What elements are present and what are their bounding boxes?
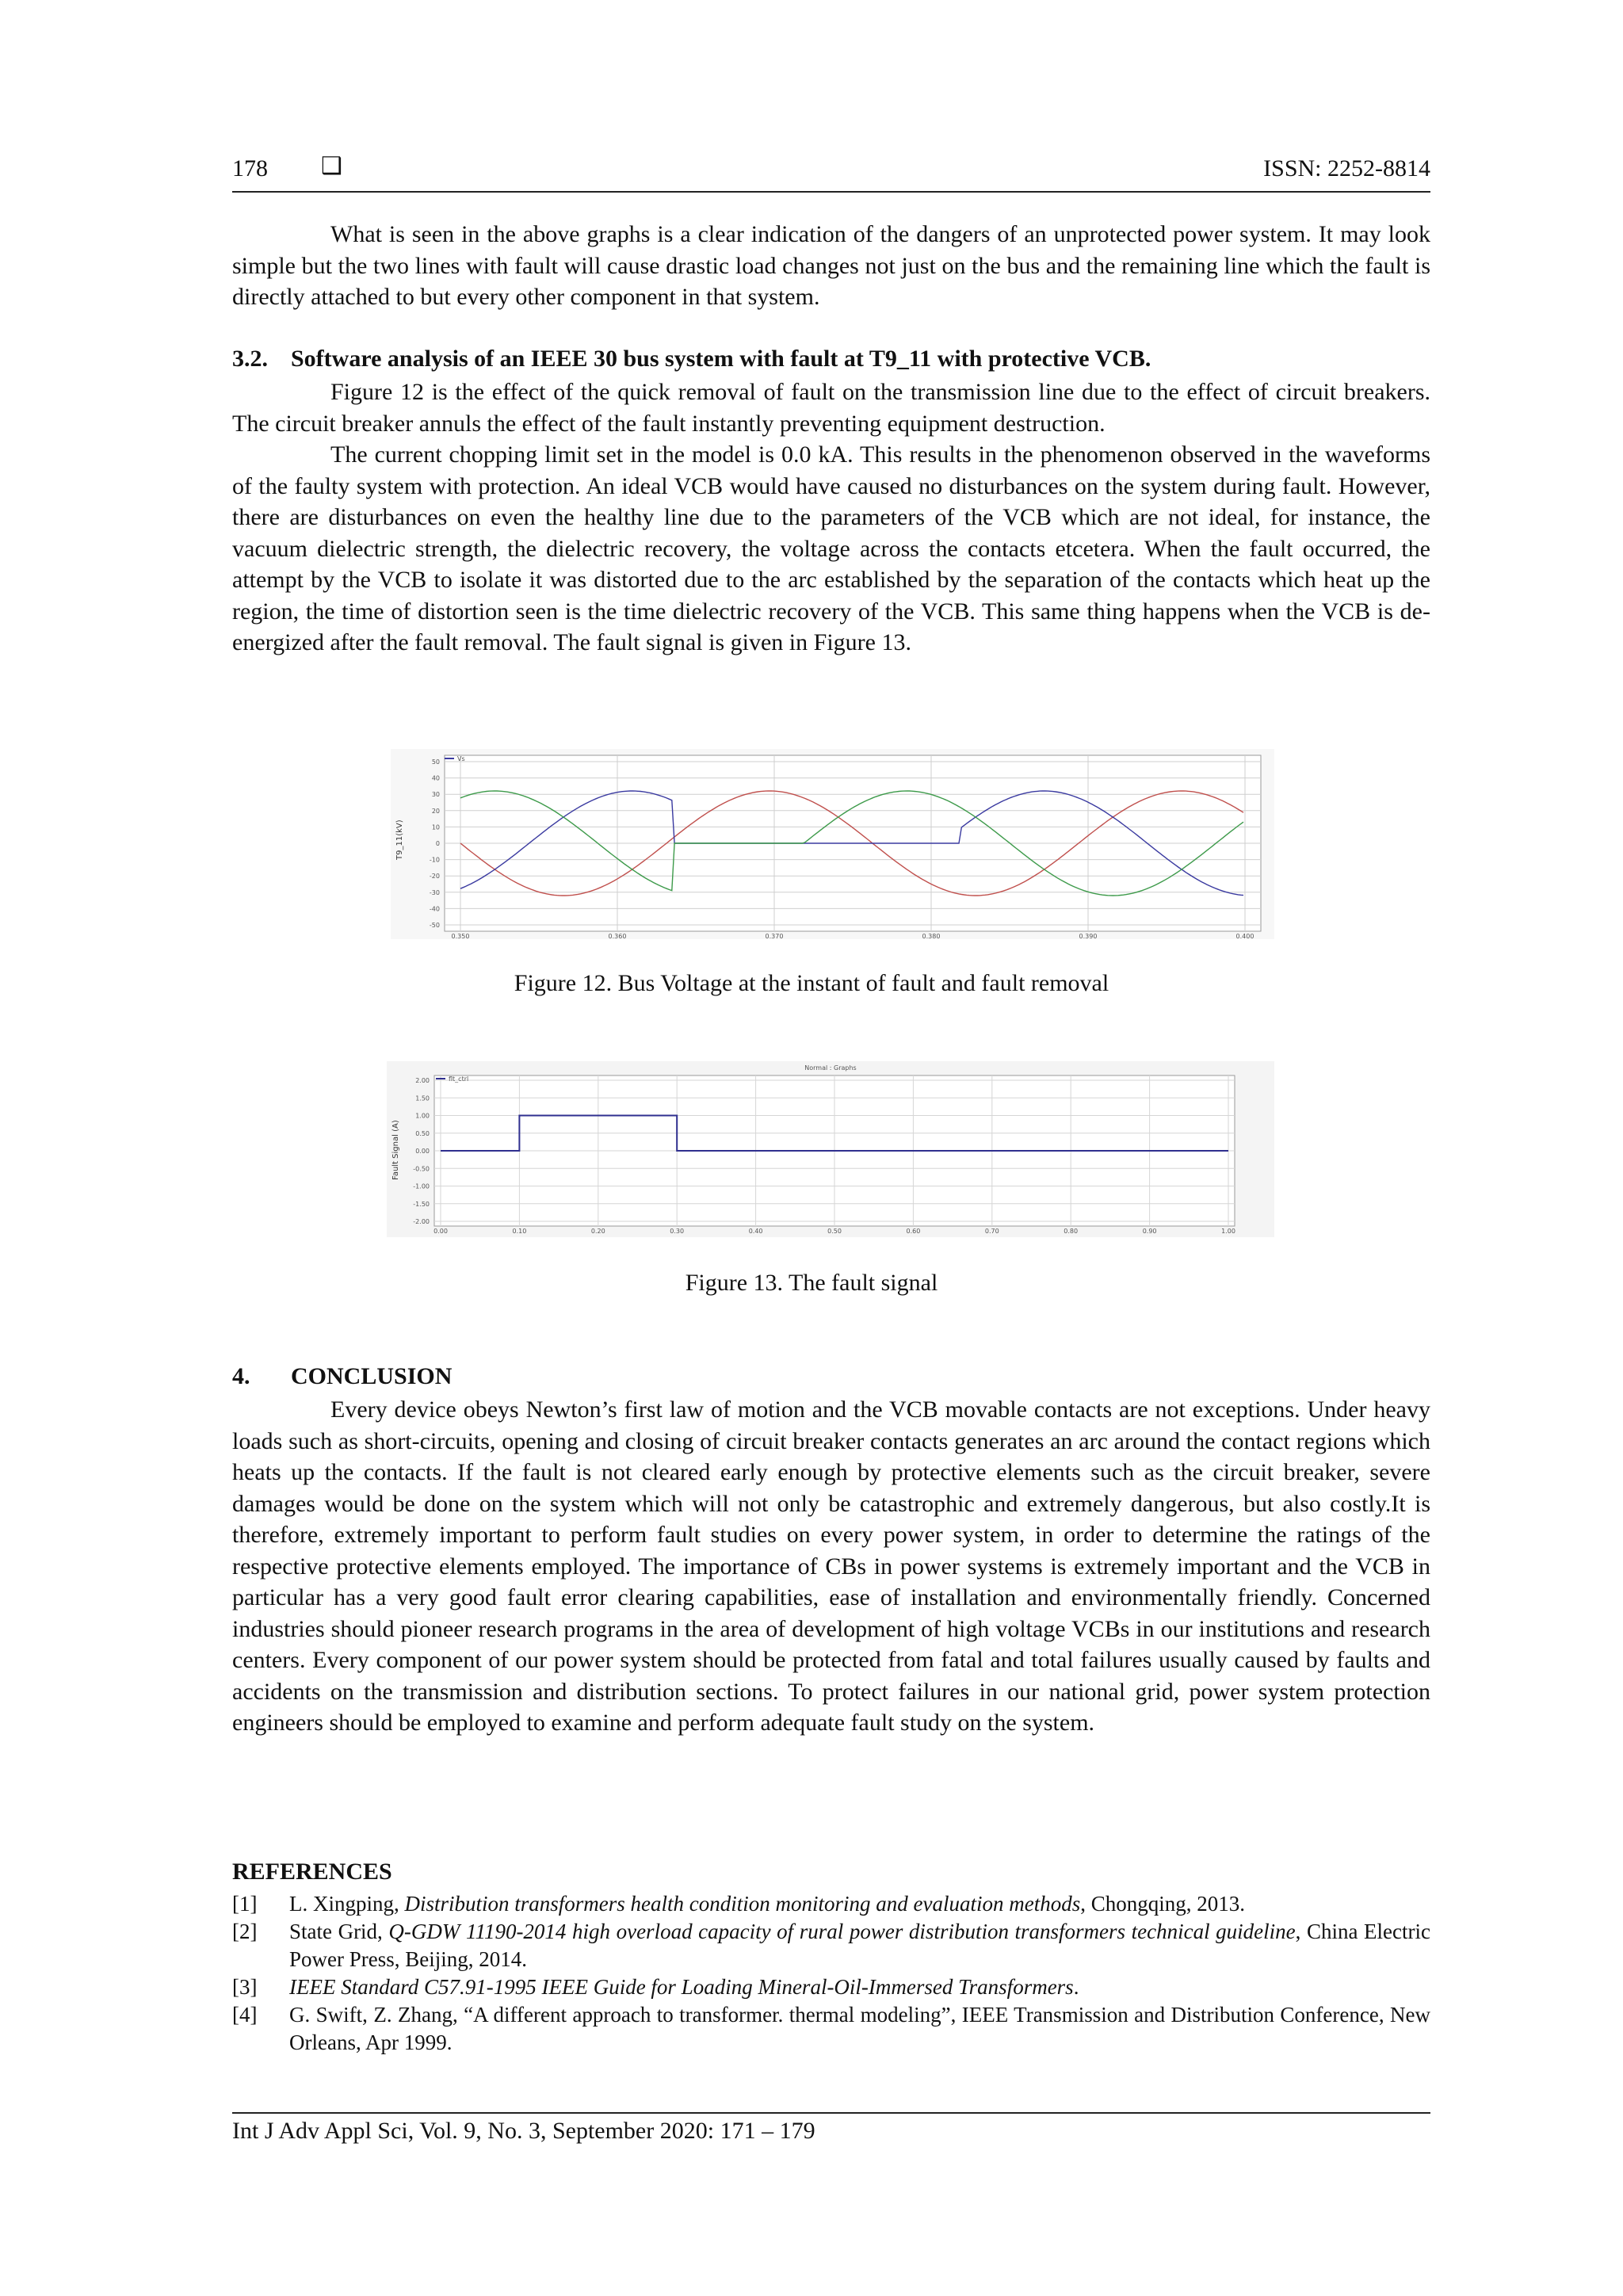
conclusion-paragraph-text: Every device obeys Newton’s first law of motion and the VCB movable contacts are not exceptions. Under heavy loads such as short-circuits, opening and closing of circuit breaker contacts generates an arc around the contact regions which heats up the contacts. If the fault is not cleared early enough by protective elements such as the circuit breaker, severe damages would be done on the system which will not only be catastrophic and extremely dangerous, but also costly.It is therefore, extremely important to perform fault studies on every power system, in order to determine the ratings of the respective protective elements employed. The importance of CBs in power systems is extremely important and the VCB in particular has a very good fault error clearing capabilities, ease of installation and environmentally friendly. Concerned industries should pioneer research programs in the area of development of high voltage VCBs in our institutions and research centers. Every component of our power system should be protected from fatal and total failures usually caused by faults and accidents on the transmission and distribution sections. To protect failures in our national grid, power system protection engineers should be employed to examine and perform adequate fault study on the system. xyxy=(232,1396,1430,1736)
conclusion-paragraph xyxy=(232,1394,1430,1739)
x-tick-label: 0.50 xyxy=(827,1228,842,1235)
footer-citation: Int J Adv Appl Sci, Vol. 9, No. 3, September 2020: 171 – 179 xyxy=(232,2118,815,2144)
y-tick-label: -2.00 xyxy=(413,1218,430,1225)
section-heading-3-2 xyxy=(232,346,1151,372)
y-tick-label: 0 xyxy=(435,840,440,847)
reference-number: [2] xyxy=(232,1920,258,1943)
reference-item xyxy=(232,1918,1430,1973)
conclusion-number: 4. xyxy=(232,1363,250,1389)
reference-title: Q-GDW 11190-2014 high overload capacity of rural power distribution transformers technical guideline xyxy=(388,1920,1296,1943)
x-tick-label: 0.00 xyxy=(433,1228,448,1235)
y-tick-label: -20 xyxy=(429,873,440,881)
conclusion-heading xyxy=(232,1363,452,1390)
paragraph-1-text: Figure 12 is the effect of the quick removal of fault on the transmission line due to the effect of circuit breakers. The circuit breaker annuls the effect of the fault instantly preventing equipment destruction. xyxy=(232,379,1430,437)
section-3-2-paragraph-1 xyxy=(232,376,1430,439)
y-tick-label: -30 xyxy=(429,888,440,896)
figure-12-caption: Figure 12. Bus Voltage at the instant of fault and fault removal xyxy=(514,970,1109,996)
figure-12-legend: Vs xyxy=(457,755,465,762)
section-3-2-paragraph-2 xyxy=(232,439,1430,659)
figure-13-y-label: Fault Signal (A) xyxy=(391,1120,400,1180)
reference-number: [3] xyxy=(232,1975,258,1999)
x-tick-label: 0.20 xyxy=(590,1228,605,1235)
y-tick-label: -10 xyxy=(429,856,440,864)
y-tick-label: 40 xyxy=(431,774,440,782)
figure-13-legend: flt_ctrl xyxy=(449,1075,469,1083)
y-tick-label: 0.00 xyxy=(415,1148,430,1155)
footer-rule xyxy=(232,2112,1430,2114)
y-tick-label: 1.50 xyxy=(415,1095,430,1102)
y-tick-label: 50 xyxy=(431,758,440,766)
reference-authors: G. Swift, Z. Zhang, “A different approach to transformer. thermal modeling”, IEEE Transmission and Distribution Conference, New Orleans, Apr 1999. xyxy=(289,2003,1430,2054)
reference-authors: L. Xingping, xyxy=(289,1892,405,1916)
x-tick-label: 0.60 xyxy=(906,1228,921,1235)
section-number: 3.2. xyxy=(232,346,268,372)
reference-text xyxy=(289,2001,1430,2057)
reference-authors: State Grid, xyxy=(289,1920,389,1943)
y-tick-label: 0.50 xyxy=(415,1129,430,1137)
reference-title: Distribution transformers health condition monitoring and evaluation methods xyxy=(404,1892,1081,1916)
figure-12 xyxy=(391,749,1274,939)
x-tick-label: 0.390 xyxy=(1079,933,1098,939)
figure-12-y-label: T9_11(kV) xyxy=(395,819,404,860)
x-tick-label: 0.90 xyxy=(1142,1228,1157,1235)
figure-13-panel-title: Normal : Graphs xyxy=(804,1064,857,1072)
figure-12-chart xyxy=(391,749,1274,939)
reference-title: IEEE Standard C57.91-1995 IEEE Guide for Loading Mineral-Oil-Immersed Transformers xyxy=(289,1975,1074,1999)
y-tick-label: -1.00 xyxy=(413,1182,430,1190)
reference-item xyxy=(232,1973,1430,2001)
y-tick-label: -50 xyxy=(429,922,440,929)
reference-item xyxy=(232,1890,1430,1918)
x-tick-label: 0.350 xyxy=(451,933,470,939)
references-list xyxy=(232,1890,1430,2057)
x-tick-label: 0.400 xyxy=(1235,933,1254,939)
x-tick-label: 1.00 xyxy=(1221,1228,1235,1235)
x-tick-label: 0.370 xyxy=(765,933,784,939)
reference-text xyxy=(289,1973,1430,2001)
reference-item xyxy=(232,2001,1430,2057)
y-tick-label: -1.50 xyxy=(413,1200,430,1208)
y-tick-label: 2.00 xyxy=(415,1077,430,1084)
section-title: Software analysis of an IEEE 30 bus system with fault at T9_11 with protective VCB. xyxy=(291,346,1151,372)
issn: ISSN: 2252-8814 xyxy=(1263,155,1430,181)
box-glyph-icon: ❑ xyxy=(321,152,342,180)
figure-13-chart xyxy=(387,1061,1274,1237)
x-tick-label: 0.10 xyxy=(512,1228,527,1235)
y-tick-label: 1.00 xyxy=(415,1112,430,1120)
x-tick-label: 0.30 xyxy=(670,1228,685,1235)
x-tick-label: 0.360 xyxy=(608,933,627,939)
reference-details: . xyxy=(1073,1975,1079,1999)
y-tick-label: 20 xyxy=(431,807,440,815)
intro-paragraph xyxy=(232,219,1430,313)
references-heading: REFERENCES xyxy=(232,1859,392,1885)
y-tick-label: -0.50 xyxy=(413,1165,430,1173)
reference-text xyxy=(289,1918,1430,1973)
y-tick-label: -40 xyxy=(429,905,440,913)
header-rule xyxy=(232,191,1430,193)
reference-details: , China Electric Power Press, Beijing, 2014. xyxy=(289,1920,1430,1971)
figure-13 xyxy=(387,1061,1274,1237)
reference-number: [1] xyxy=(232,1892,258,1916)
conclusion-title: CONCLUSION xyxy=(291,1363,453,1389)
paragraph-2-text: The current chopping limit set in the model is 0.0 kA. This results in the phenomenon observed in the waveforms of the faulty system with protection. An ideal VCB would have caused no disturbances on the system during fault. However, there are disturbances on even the healthy line due to the parameters of the VCB which are not ideal, for instance, the vacuum dielectric strength, the dielectric recovery, the voltage across the contacts etcetera. When the fault occurred, the attempt by the VCB to isolate it was distorted due to the arc established by the separation of the contacts which heat up the region, the time of distortion seen is the time dielectric recovery of the VCB. This same thing happens when the VCB is de-energized after the fault removal. The fault signal is given in Figure 13. xyxy=(232,441,1430,655)
reference-text xyxy=(289,1890,1430,1918)
x-tick-label: 0.70 xyxy=(984,1228,999,1235)
x-tick-label: 0.380 xyxy=(922,933,941,939)
figure-13-caption: Figure 13. The fault signal xyxy=(685,1270,938,1296)
x-tick-label: 0.80 xyxy=(1064,1228,1079,1235)
intro-paragraph-text: What is seen in the above graphs is a clear indication of the dangers of an unprotected power system. It may look simple but the two lines with fault will cause drastic load changes not just on the bus and the remaining line which the fault is directly attached to but every other component in that system. xyxy=(232,221,1430,310)
x-tick-label: 0.40 xyxy=(748,1228,763,1235)
y-tick-label: 30 xyxy=(431,791,440,799)
reference-number: [4] xyxy=(232,2003,258,2027)
y-tick-label: 10 xyxy=(431,823,440,831)
page-number: 178 xyxy=(232,155,268,181)
reference-details: , Chongqing, 2013. xyxy=(1080,1892,1246,1916)
